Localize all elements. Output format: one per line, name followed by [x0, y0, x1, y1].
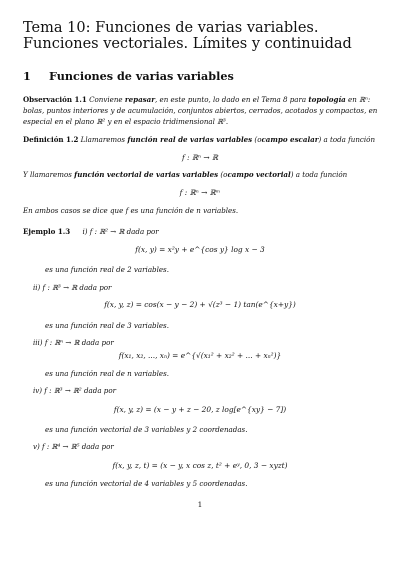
example-iv-intro: iv) f : ℝ³ → ℝ² dada por [33, 386, 117, 395]
example-label: Ejemplo 1.3 [23, 227, 71, 236]
example-i-formula: f(x, y) = x²y + e^{cos y} log x − 3 [135, 245, 265, 254]
observation-line-2: bolas, puntos interiores y de acumulación, conjuntos abiertos, cerrados, acotados y compactos, en [23, 106, 378, 115]
example-iii-formula: f(x₁, x₂, ..., xₙ) = e^{√(x₁² + x₂² + ... + xₙ²)} [118, 351, 282, 360]
observation-text-c: en ℝⁿ: [348, 95, 371, 104]
example-i-intro: i) f : ℝ² → ℝ dada por [82, 227, 159, 236]
definition-text-c: ) a toda función [318, 135, 376, 144]
observation-text-a: Conviene [89, 95, 123, 104]
observation-block [23, 94, 379, 127]
example-ii-intro: ii) f : ℝ³ → ℝ dada por [33, 283, 112, 292]
definition-closing: En ambos casos se dice que f es una función de n variables. [23, 206, 239, 215]
example-iii-intro: iii) f : ℝⁿ → ℝ dada por [33, 338, 114, 347]
definition-term-b: campo escalar [261, 135, 319, 144]
definition-line2-term-b: campo vectorial [227, 170, 291, 179]
definition-text-a: Llamaremos [80, 135, 126, 144]
page-number: 1 [197, 500, 203, 509]
definition-formula-1: f : ℝⁿ → ℝ [181, 153, 219, 162]
definition-line2-c: ) a toda función [290, 170, 348, 179]
example-v-intro: v) f : ℝ⁴ → ℝ⁵ dada por [33, 442, 114, 451]
observation-label: Observación 1.1 [23, 95, 87, 104]
example-i-desc: es una función real de 2 variables. [45, 265, 169, 274]
observation-text-b: , en este punto, lo dado en el Tema 8 para [155, 95, 307, 104]
example-v-desc: es una función vectorial de 4 variables y 5 coordenadas. [45, 479, 248, 488]
definition-term-a: función real de varias variables [127, 135, 253, 144]
observation-term-topologia: topología [308, 95, 346, 104]
observation-term-repasar: repasar [124, 95, 156, 104]
section-number: 1 [23, 69, 31, 83]
definition-text-b: (o [254, 135, 262, 144]
definition-formula-2: f : ℝⁿ → ℝᵐ [179, 188, 221, 197]
example-ii-formula: f(x, y, z) = cos(x − y − 2) + √(z³ − 1) tan(e^{x+y}) [104, 300, 296, 309]
definition-line2-term-a: función vectorial de varias variables [74, 170, 219, 179]
definition-line-1 [23, 134, 379, 145]
observation-line-3: especial en el plano ℝ² y en el espacio tridimensional ℝ³. [23, 117, 229, 126]
section-heading [23, 69, 234, 83]
example-ii-desc: es una función real de 3 variables. [45, 321, 169, 330]
section-title: Funciones de varias variables [49, 69, 234, 83]
example-heading [23, 226, 379, 237]
definition-line2-a: Y llamaremos [23, 170, 72, 179]
example-iii-desc: es una función real de n variables. [45, 369, 170, 378]
definition-line2-b: (o [220, 170, 228, 179]
definition-line-2 [23, 169, 379, 180]
page-title: Tema 10: Funciones de varias variables. Funciones vectoriales. Límites y continuidad [23, 20, 352, 52]
definition-label: Definición 1.2 [23, 135, 79, 144]
example-iv-desc: es una función vectorial de 3 variables y 2 coordenadas. [45, 425, 248, 434]
example-iv-formula: f(x, y, z) = (x − y + z − 20, z log[e^{xy} − 7]) [113, 405, 287, 414]
example-v-formula: f(x, y, z, t) = (x − y, x cos z, t² + eʸ, 0, 3 − xyzt) [112, 461, 288, 470]
